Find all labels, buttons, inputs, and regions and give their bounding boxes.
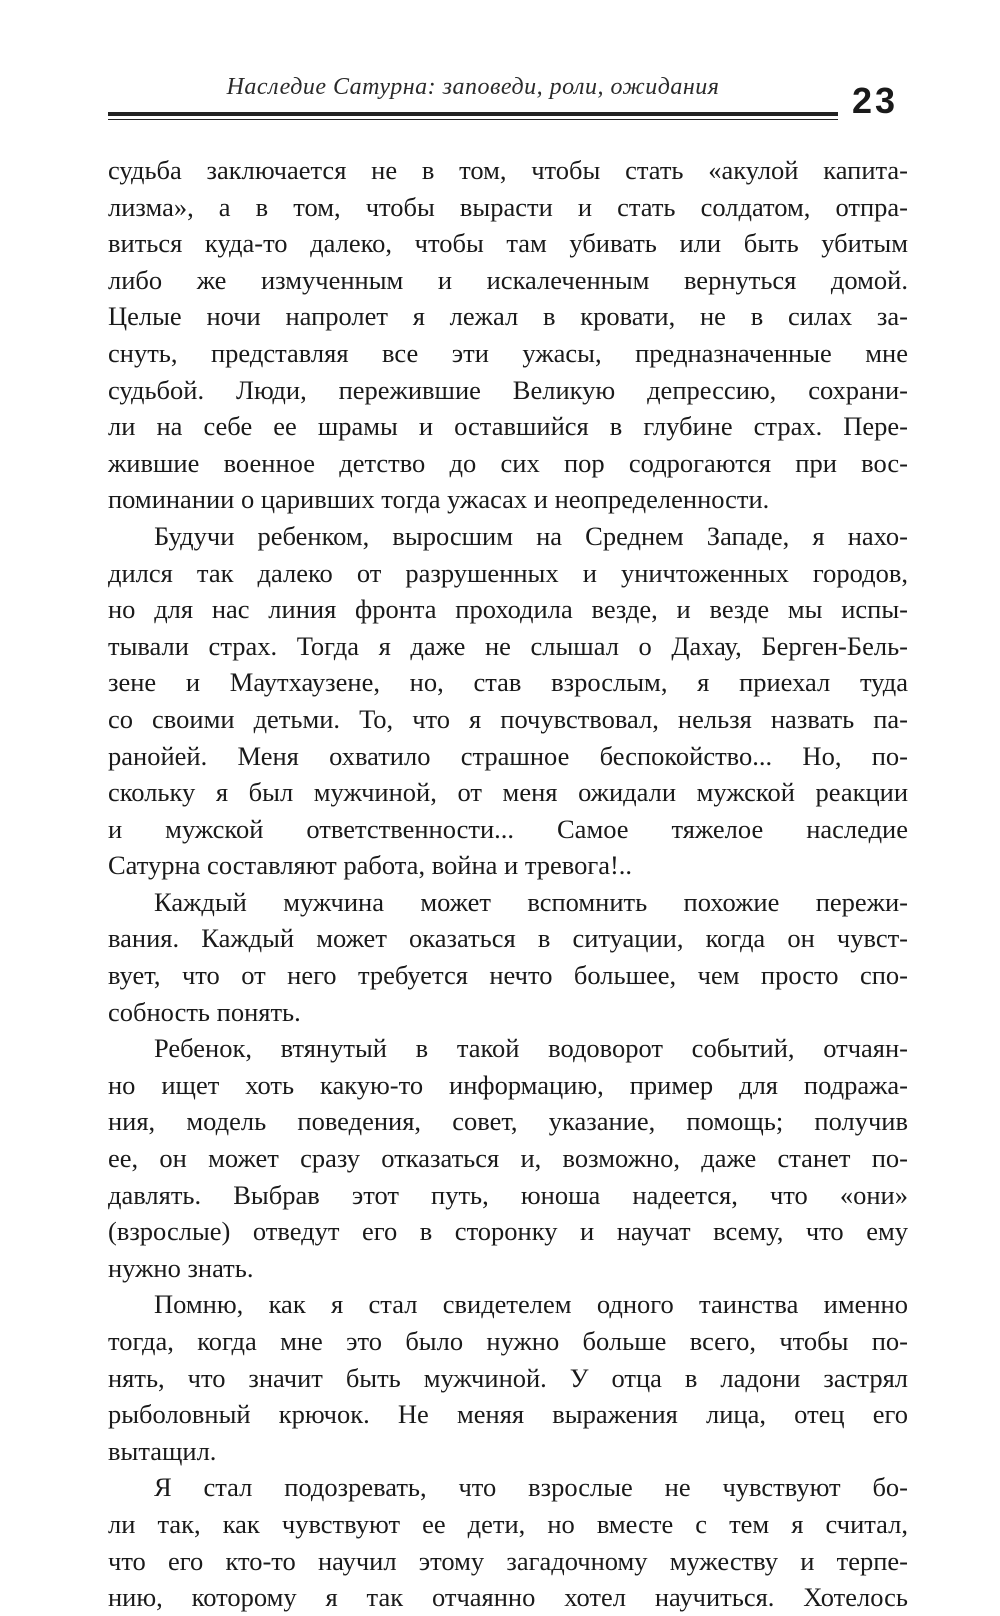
text-line: (взрослые) отведут его в сторонку и научат всему, что ему: [108, 1216, 908, 1247]
text-line: ранойей. Меня охватило страшное беспокойство... Но, по-: [108, 740, 908, 771]
page-number: 23: [852, 80, 899, 121]
text-line: но ищет хоть какую-то информацию, пример для подража-: [108, 1069, 908, 1100]
text-line: ли так, как чувствуют ее дети, но вместе с тем я считал,: [108, 1508, 908, 1539]
text-line: вания. Каждый может оказаться в ситуации, когда он чувст-: [108, 923, 908, 954]
running-head: [108, 72, 838, 122]
text-line: со своими детьми. То, что я почувствовал, нельзя назвать па-: [108, 703, 908, 734]
text-line: снуть, представляя все эти ужасы, предназначенные мне: [108, 337, 908, 368]
text-line: Будучи ребенком, выросшим на Среднем Западе, я нахо-: [154, 520, 908, 551]
text-line: скольку я был мужчиной, от меня ожидали мужской реакции: [108, 777, 908, 808]
text-line: тывали страх. Тогда я даже не слышал о Дахау, Берген-Бель-: [108, 630, 908, 661]
text-line: давлять. Выбрав этот путь, юноша надеется, что «они»: [108, 1179, 908, 1210]
text-line: Каждый мужчина может вспомнить похожие пережи-: [154, 886, 908, 917]
text-line: Целые ночи напролет я лежал в кровати, не в силах за-: [108, 301, 908, 332]
text-line: лизма», а в том, чтобы вырасти и стать солдатом, отпра-: [108, 191, 908, 222]
text-line: что его кто-то научил этому загадочному мужеству и терпе-: [108, 1545, 908, 1576]
text-line: судьбой. Люди, пережившие Великую депрессию, сохрани-: [108, 374, 908, 405]
text-line: тогда, когда мне это было нужно больше всего, чтобы по-: [108, 1326, 908, 1356]
text-line: дился так далеко от разрушенных и уничтоженных городов,: [108, 557, 908, 588]
text-line: жившие военное детство до сих пор содрогаются при вос-: [108, 447, 908, 478]
text-line: собность понять.: [108, 996, 301, 1027]
text-line: ее, он может сразу отказаться и, возможно, даже станет по-: [108, 1143, 908, 1174]
text-line: виться куда-то далеко, чтобы там убивать или быть убитым: [108, 228, 908, 259]
text-line: нять, что значит быть мужчиной. У отца в ладони застрял: [108, 1362, 908, 1393]
body-text: [108, 152, 908, 1616]
header-rule-thick: [108, 112, 838, 116]
text-line: ли на себе ее шрамы и оставшийся в глубине страх. Пере-: [108, 411, 908, 442]
text-line: либо же измученным и искалеченным вернуться домой.: [108, 264, 908, 295]
text-line: и мужской ответственности... Самое тяжелое наследие: [108, 813, 908, 844]
text-line: Помню, как я стал свидетелем одного таинства именно: [154, 1289, 908, 1320]
text-line: Я стал подозревать, что взрослые не чувствуют бо-: [154, 1472, 908, 1503]
text-line: Сатурна составляют работа, война и тревога!..: [108, 850, 633, 881]
text-line: Ребенок, втянутый в такой водоворот событий, отчаян-: [154, 1033, 908, 1064]
text-line: вытащил.: [108, 1435, 217, 1466]
text-line: нужно знать.: [108, 1252, 254, 1283]
header-rule-thin: [108, 119, 838, 120]
text-line: зене и Маутхаузене, но, став взрослым, я приехал туда: [108, 667, 908, 698]
text-line: ния, модель поведения, совет, указание, помощь; получив: [108, 1106, 908, 1137]
text-line: но для нас линия фронта проходила везде, и везде мы испы-: [108, 594, 908, 625]
text-line: рыболовный крючок. Не меняя выражения лица, отец его: [108, 1399, 908, 1430]
text-line: вует, что от него требуется нечто большее, чем просто спо-: [108, 960, 908, 991]
running-title: Наследие Сатурна: заповеди, роли, ожидания: [226, 74, 720, 100]
text-line: поминании о царивших тогда ужасах и неопределенности.: [108, 484, 770, 515]
text-line: судьба заключается не в том, чтобы стать «акулой капита-: [108, 155, 908, 185]
text-line: нию, которому я так отчаянно хотел научиться. Хотелось: [108, 1582, 908, 1613]
